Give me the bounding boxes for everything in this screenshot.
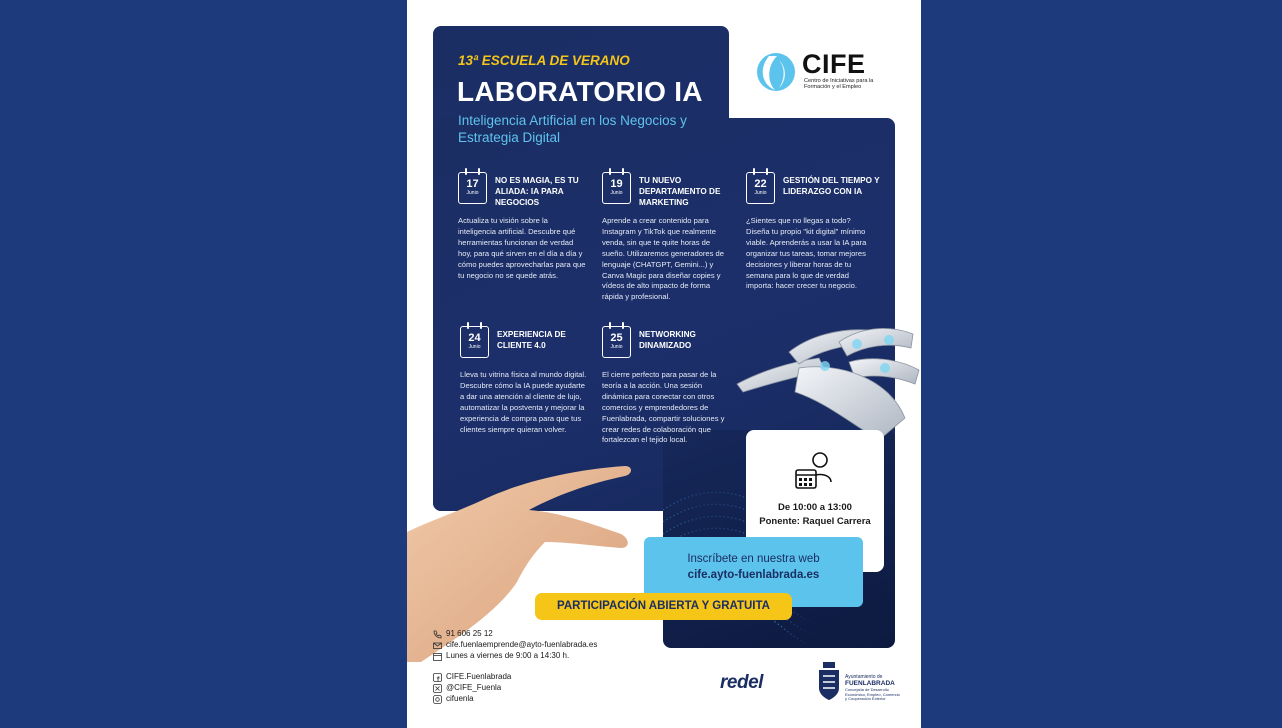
session-description: Lleva tu vitrina física al mundo digital. Descubre cómo la IA puede ayudarte a dar una atención al cliente de lujo, automatizar la postventa y mejorar la experiencia de compra para que tus clientes siempre quieran volver. bbox=[460, 370, 587, 434]
contact-email: cife.fuenlaemprende@ayto-fuenlabrada.es bbox=[433, 640, 597, 651]
speaker-calendar-icon bbox=[792, 448, 838, 494]
calendar-icon: 22 Junio bbox=[746, 172, 775, 204]
calendar-icon bbox=[433, 652, 442, 661]
cife-logo-mark-icon bbox=[755, 50, 797, 94]
session-description: Actualiza tu visión sobre la inteligencia artificial. Descubre qué herramientas funcionan de verdad hoy, para qué sirven en el día a día y cómo puedes aprovecharlas para que tu negocio no se quede atrás. bbox=[458, 216, 586, 280]
ayuntamiento-logo: Ayuntamiento de FUENLABRADA Concejalía de Desarrollo Económico, Empleo, Comercio y Cooperación Exterior bbox=[817, 660, 897, 704]
event-title: LABORATORIO IA bbox=[457, 76, 703, 107]
speaker-name: Ponente: Raquel Carrera bbox=[759, 516, 871, 527]
social-x: @CIFE_Fuenla bbox=[433, 683, 501, 694]
social-facebook: CIFE.Fuenlabrada bbox=[433, 672, 511, 683]
x-icon bbox=[433, 684, 442, 693]
event-poster bbox=[407, 0, 921, 728]
phone-icon bbox=[433, 630, 442, 639]
session-title: NETWORKING DINAMIZADO bbox=[639, 330, 696, 350]
social-instagram: cifuenla bbox=[433, 694, 474, 705]
session-title: NO ES MAGIA, ES TU ALIADA: IA PARA NEGOCIOS bbox=[495, 176, 579, 207]
calendar-icon: 17 Junio bbox=[458, 172, 487, 204]
cife-logo-text: CIFE bbox=[802, 49, 866, 79]
facebook-icon bbox=[433, 673, 442, 682]
session-title: TU NUEVO DEPARTAMENTO DE MARKETING bbox=[639, 176, 721, 207]
instagram-icon bbox=[433, 695, 442, 704]
free-participation-banner: PARTICIPACIÓN ABIERTA Y GRATUITA bbox=[535, 593, 792, 620]
redel-logo: redel bbox=[720, 672, 763, 693]
session-description: Aprende a crear contenido para Instagram y TikTok que realmente venda, sin que te quite horas de sueño. Utilizaremos generadores de lenguaje (CHATGPT, Gemini...) y Canva Magic para diseñar copies y vídeos de alto impacto de forma rápida y profesional. bbox=[602, 216, 724, 302]
session-title: EXPERIENCIA DE CLIENTE 4.0 bbox=[497, 330, 566, 350]
session-title: GESTIÓN DEL TIEMPO Y LIDERAZGO CON IA bbox=[783, 176, 880, 196]
registration-label: Inscríbete en nuestra web bbox=[687, 553, 820, 565]
calendar-icon: 25 Junio bbox=[602, 326, 631, 358]
calendar-icon: 19 Junio bbox=[602, 172, 631, 204]
event-subtitle: Inteligencia Artificial en los Negocios y Estrategia Digital bbox=[458, 113, 687, 145]
schedule-time: De 10:00 a 13:00 bbox=[778, 502, 852, 513]
calendar-icon: 24 Junio bbox=[460, 326, 489, 358]
registration-url-link[interactable]: cife.ayto-fuenlabrada.es bbox=[687, 569, 820, 581]
robot-hand-image bbox=[729, 322, 921, 442]
contact-hours: Lunes a viernes de 9:00 a 14:30 h. bbox=[433, 651, 569, 662]
city-crest-icon bbox=[817, 660, 841, 702]
mail-icon bbox=[433, 641, 442, 650]
session-description: El cierre perfecto para pasar de la teoría a la acción. Una sesión dinámica para conectar con otros comercios y emprendedores de Fuenlabrada, compartir soluciones y crear redes de colaboración que fortalezcan el tejido local. bbox=[602, 370, 725, 445]
event-edition: 13ª ESCUELA DE VERANO bbox=[458, 53, 630, 68]
contact-phone: 91 606 25 12 bbox=[433, 629, 493, 640]
session-description: ¿Sientes que no llegas a todo? Diseña tu propio "kit digital" mínimo viable. Aprenderás a usar la IA para organizar tus tareas, tomar mejores decisiones y liberar horas de tu semana para lo que de verdad importa: hacer crecer tu negocio. bbox=[746, 216, 867, 291]
cife-logo-tagline: Centro de Iniciativas para la Formación y el Empleo bbox=[804, 78, 874, 91]
